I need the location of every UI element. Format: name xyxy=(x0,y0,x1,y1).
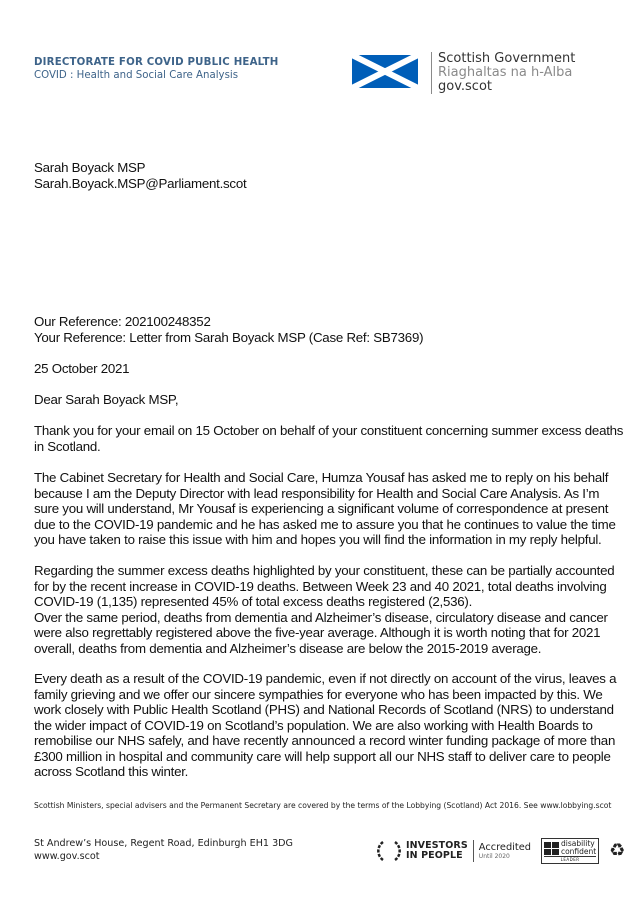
investors-in-people-badge xyxy=(376,838,468,864)
footer-website: www.gov.scot xyxy=(34,850,100,862)
investors-line1: INVESTORS xyxy=(406,840,468,851)
disability-level: LEADER xyxy=(544,856,596,862)
accredited-label: Accredited xyxy=(478,842,531,853)
paragraph-excess-deaths xyxy=(34,563,624,656)
recipient-email: Sarah.Boyack.MSP@Parliament.scot xyxy=(34,175,247,191)
letter-date: 25 October 2021 xyxy=(34,361,130,376)
paragraph-other-causes: Over the same period, deaths from dementia and Alzheimer’s disease, circulatory disease and cancer were also regrettably registered above the five-year average. Although it is worth noting that for 2021 overall, deaths from dementia and Alzheimer’s disease are below the 2015-2019 average. xyxy=(34,609,608,656)
logo-text xyxy=(438,52,575,94)
references-block xyxy=(34,314,423,345)
disability-confident-icon xyxy=(544,842,559,855)
badge-divider xyxy=(473,840,474,862)
paragraph-intro: Thank you for your email on 15 October on behalf of your constituent concerning summer excess deaths in Scotland. xyxy=(34,423,624,454)
your-reference: Your Reference: Letter from Sarah Boyack MSP (Case Ref: SB7369) xyxy=(34,329,424,345)
disability-line2: confident xyxy=(560,847,597,856)
saltire-flag-icon xyxy=(352,55,418,88)
investors-line2: IN PEOPLE xyxy=(406,850,463,861)
directorate-block xyxy=(34,56,279,82)
logo-name-gaelic: Riaghaltas na h-Alba xyxy=(438,65,573,80)
salutation: Dear Sarah Boyack MSP, xyxy=(34,392,179,407)
footer-address-block xyxy=(34,838,293,863)
paragraph-sympathies: Every death as a result of the COVID-19 pandemic, even if not directly on account of the virus, leaves a family grieving and we offer our sincere sympathies for everyone who has been impacted by this. We work closely with Public Health Scotland (PHS) and National Records of Scotland (NRS) to understand the wider impact of COVID-19 on Scotland’s population. We are also working with Health Boards to remobilise our NHS safely, and have recently announced a record winter funding package of more than £300 million in hospital and community care will help support all our NHS staff to deliver care to people across Scotland this winter. xyxy=(34,671,617,779)
our-reference: Our Reference: 202100248352 xyxy=(34,314,211,329)
investors-text xyxy=(406,841,468,861)
paragraph-reply-context: The Cabinet Secretary for Health and Social Care, Humza Yousaf has asked me to reply on his behalf because I am the Deputy Director with lead responsibility for Health and Social Care Analysis. As I’m sure you will understand, Mr Yousaf is experiencing a significant volume of correspondence at present due to the COVID-19 pandemic and he has asked me to assure you that he continues to value the time you have taken to raise this issue with him and hopes you will find the information in my reply helpful. xyxy=(34,470,616,547)
laurel-wreath-icon xyxy=(376,838,402,864)
disability-confident-badge xyxy=(541,838,599,864)
logo-domain: gov.scot xyxy=(438,79,492,94)
lobbying-notice: Scottish Ministers, special advisers and the Permanent Secretary are covered by the terms of the Lobbying (Scotland) Act 2016. See www.lobbying.scot xyxy=(34,801,612,810)
division-title: COVID : Health and Social Care Analysis xyxy=(34,70,239,81)
directorate-title: DIRECTORATE FOR COVID PUBLIC HEALTH xyxy=(34,57,279,68)
accredited-until: Until 2020 xyxy=(478,853,510,860)
logo-divider xyxy=(431,52,432,94)
scottish-government-logo xyxy=(352,52,612,96)
accredited-badge xyxy=(479,842,531,860)
accreditation-badges xyxy=(376,833,625,869)
recycle-icon: ♻ xyxy=(609,840,626,861)
paragraph-covid-deaths: Regarding the summer excess deaths highlighted by your constituent, these can be partially accounted for by the recent increase in COVID-19 deaths. Between Week 23 and 40 2021, total deaths involving COVID-19 (1,135) represented 45% of total excess deaths registered (2,536). xyxy=(34,563,615,609)
recipient-name: Sarah Boyack MSP xyxy=(34,160,146,175)
footer-address: St Andrew’s House, Regent Road, Edinburgh EH1 3DG xyxy=(34,838,293,849)
recipient-block xyxy=(34,160,246,191)
disability-line1: disability xyxy=(560,839,595,848)
logo-name-english: Scottish Government xyxy=(438,51,576,66)
